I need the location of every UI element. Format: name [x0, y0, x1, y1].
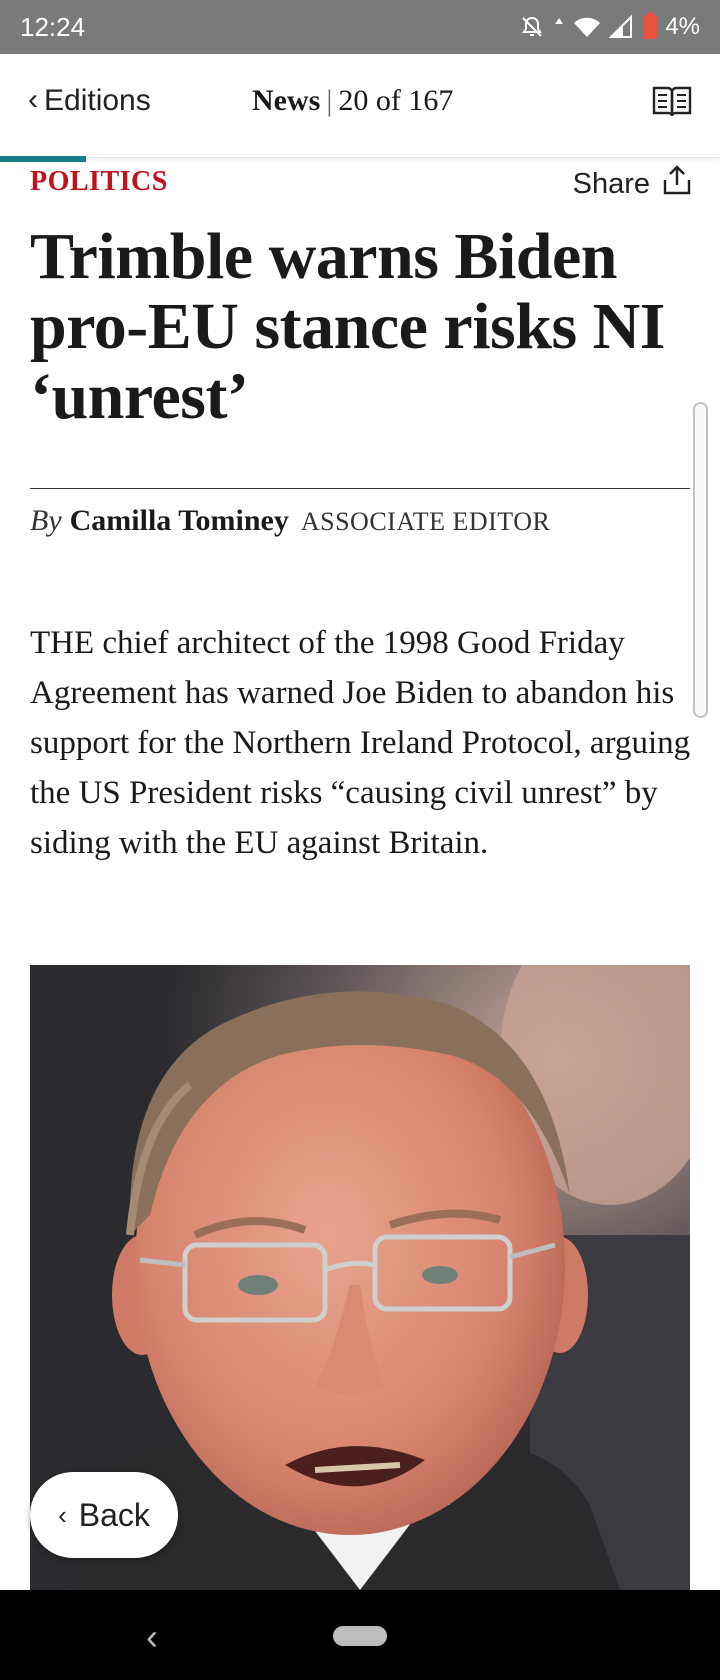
- status-icons: [519, 13, 700, 41]
- headline: Trimble warns Biden pro-EU stance risks NI ‘unrest’: [30, 220, 665, 433]
- share-label: Share: [572, 167, 650, 200]
- reading-progress-bar: [0, 156, 86, 162]
- top-nav: [0, 54, 720, 158]
- byline-prefix: By: [30, 504, 62, 537]
- wifi-icon: [573, 15, 601, 39]
- divider: [30, 488, 690, 489]
- article-body: THE chief architect of the 1998 Good Friday Agreement has warned Joe Biden to abandon his support for the Northern Ireland Protocol, arguing the US President risks “causing civil unrest” by siding with the EU against Britain.: [30, 625, 691, 861]
- author-name[interactable]: Camilla Tominey: [69, 504, 289, 537]
- editions-back-link[interactable]: [28, 84, 151, 118]
- back-button[interactable]: [30, 1472, 178, 1558]
- page-position: 20 of 167: [338, 84, 454, 117]
- scrollbar[interactable]: [693, 402, 708, 718]
- author-role: ASSOCIATE EDITOR: [300, 507, 551, 536]
- system-navigation-bar: [0, 1590, 720, 1680]
- chevron-left-icon: ‹: [28, 83, 38, 116]
- system-home-pill[interactable]: [333, 1626, 387, 1646]
- battery-percent: 4%: [665, 13, 700, 40]
- separator: |: [326, 84, 333, 117]
- byline: [30, 504, 550, 538]
- status-bar: [0, 0, 720, 54]
- editions-label: Editions: [44, 84, 151, 117]
- back-label: Back: [78, 1496, 150, 1533]
- share-button[interactable]: [573, 164, 692, 204]
- signal-icon: [609, 15, 635, 39]
- section-label[interactable]: POLITICS: [30, 166, 168, 197]
- chevron-left-icon: ‹: [58, 1499, 67, 1530]
- section-name: News: [252, 84, 321, 117]
- data-arrows-icon: [553, 16, 565, 38]
- book-icon[interactable]: [652, 84, 692, 120]
- edition-position: [252, 84, 453, 118]
- battery-icon: [643, 15, 657, 39]
- status-time: 12:24: [20, 11, 86, 42]
- mute-icon: [519, 14, 545, 40]
- share-icon: [662, 164, 692, 204]
- system-back-icon[interactable]: ‹: [146, 1616, 158, 1657]
